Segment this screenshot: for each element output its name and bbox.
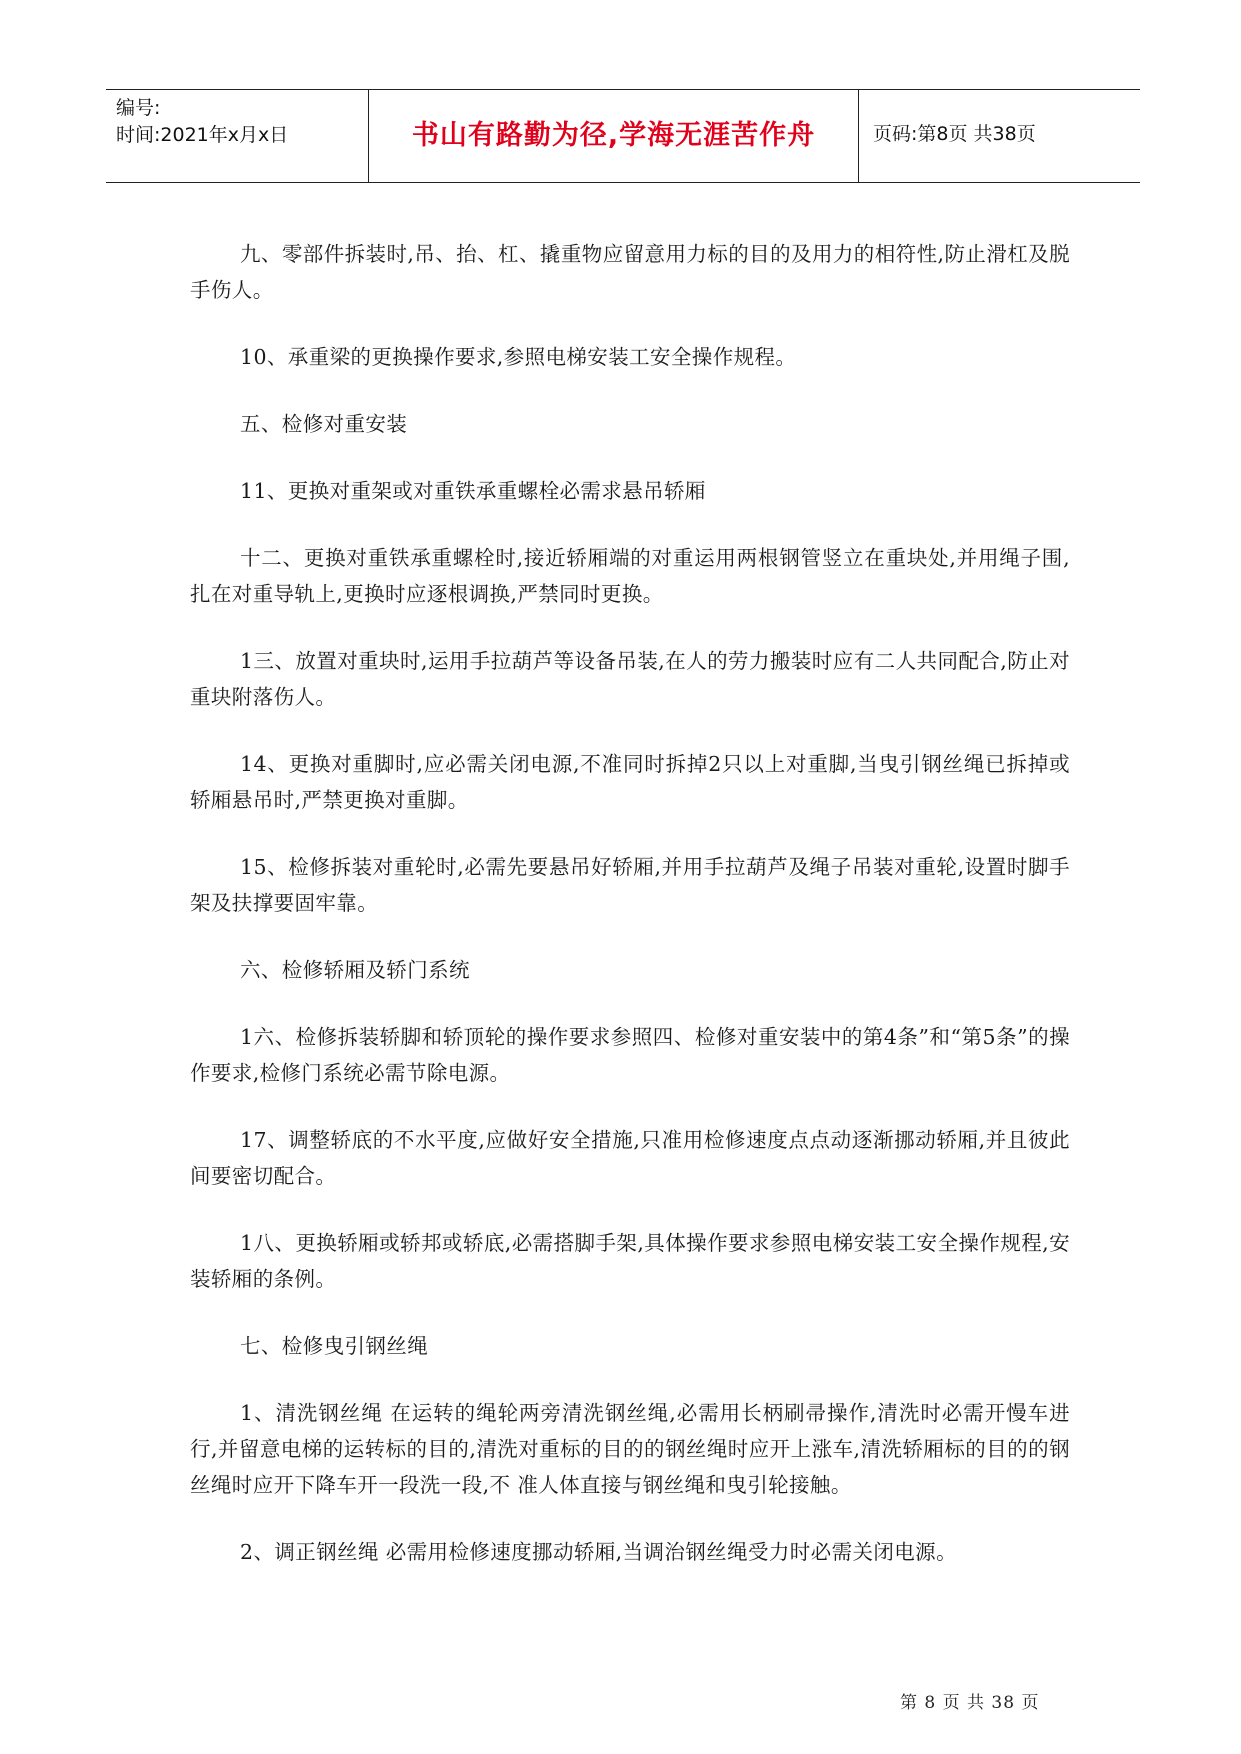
document-header <box>106 89 1140 183</box>
paragraph: 2、调正钢丝绳 必需用检修速度挪动轿厢,当调治钢丝绳受力时必需关闭电源。 <box>240 1540 957 1564</box>
section-heading: 七、检修曳引钢丝绳 <box>240 1334 429 1358</box>
paragraph: 17、调整轿底的不水平度,应做好安全措施,只准用检修速度点点动逐渐挪动轿厢,并且彼此间要密切配合。 <box>190 1128 1070 1188</box>
paragraph: 1三、放置对重块时,运用手拉葫芦等设备吊装,在人的劳力搬装时应有二人共同配合,防止对重块附落伤人。 <box>190 649 1070 709</box>
paragraph: 1、清洗钢丝绳 在运转的绳轮两旁清洗钢丝绳,必需用长柄刷帚操作,清洗时必需开慢车进行,并留意电梯的运转标的目的,清洗对重标的目的的钢丝绳时应开上涨车,清洗轿厢标的目的的钢丝绳时应开下降车开一段洗一段,不 准人体直接与钢丝绳和曳引轮接触。 <box>190 1401 1070 1497</box>
paragraph: 14、更换对重脚时,应必需关闭电源,不准同时拆掉2只以上对重脚,当曳引钢丝绳已拆掉或轿厢悬吊时,严禁更换对重脚。 <box>190 752 1070 812</box>
paragraph: 11、更换对重架或对重铁承重螺栓必需求悬吊轿厢 <box>240 479 706 503</box>
header-meta-cell <box>106 90 369 182</box>
header-motto: 书山有路勤为径,学海无涯苦作舟 <box>411 119 816 151</box>
paragraph: 1六、检修拆装轿脚和轿顶轮的操作要求参照四、检修对重安装中的第4条”和“第5条”的操作要求,检修门系统必需节除电源。 <box>190 1025 1070 1085</box>
document-body <box>190 236 1070 1601</box>
paragraph: 九、零部件拆装时,吊、抬、杠、撬重物应留意用力标的目的及用力的相符性,防止滑杠及脱手伤人。 <box>190 242 1070 302</box>
paragraph: 15、检修拆装对重轮时,必需先要悬吊好轿厢,并用手拉葫芦及绳子吊装对重轮,设置时脚手架及扶撑要固牢靠。 <box>190 855 1070 915</box>
section-heading: 六、检修轿厢及轿门系统 <box>240 958 470 982</box>
document-number-label: 编号: <box>116 97 161 119</box>
header-motto-cell <box>369 90 859 182</box>
paragraph: 十二、更换对重铁承重螺栓时,接近轿厢端的对重运用两根钢管竖立在重块处,并用绳子围,扎在对重导轨上,更换时应逐根调换,严禁同时更换。 <box>190 546 1070 606</box>
paragraph: 10、承重梁的更换操作要求,参照电梯安装工安全操作规程。 <box>240 345 797 369</box>
header-page-cell <box>859 90 1140 182</box>
paragraph: 1八、更换轿厢或轿邦或轿底,必需搭脚手架,具体操作要求参照电梯安装工安全操作规程,安装轿厢的条例。 <box>190 1231 1070 1291</box>
header-page-code: 页码:第8页 共38页 <box>873 122 1036 145</box>
section-heading: 五、检修对重安装 <box>240 412 408 436</box>
page-footer: 第 8 页 共 38 页 <box>900 1693 1040 1713</box>
document-time-label: 时间:2021年x月x日 <box>116 124 289 146</box>
